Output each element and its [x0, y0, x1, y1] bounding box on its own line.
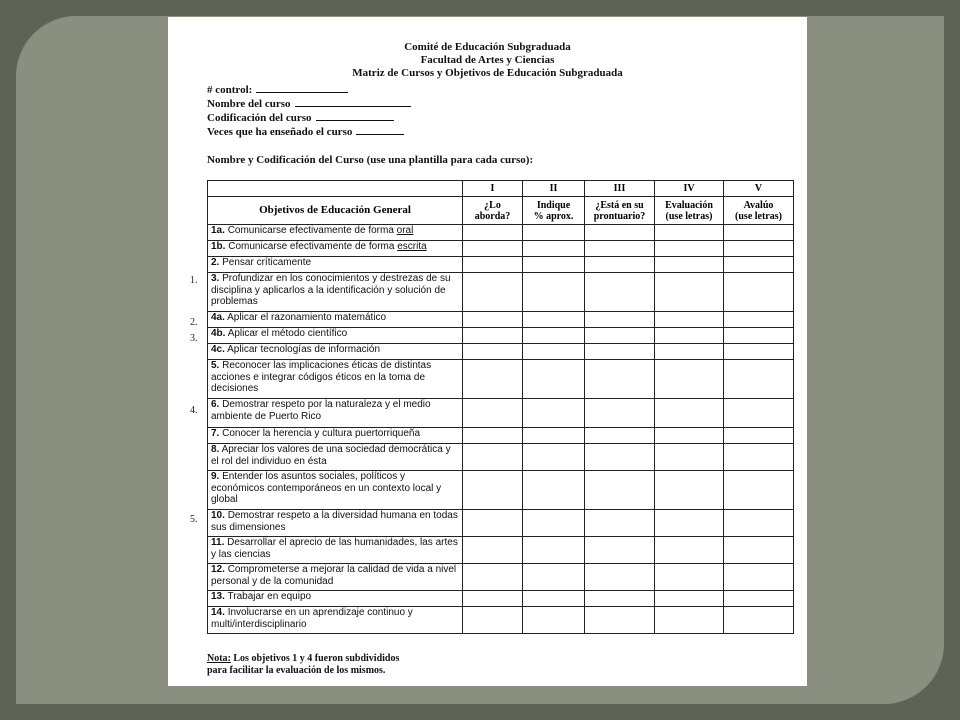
table-row [208, 241, 794, 257]
control-label: # control: [207, 84, 253, 96]
answer-cell[interactable] [724, 273, 794, 312]
answer-cell[interactable] [724, 537, 794, 564]
objective-text: Comprometerse a mejorar la calidad de vida a nivel personal y de la comunidad [211, 564, 457, 587]
answer-cell[interactable] [463, 312, 523, 328]
col-header-2-line2: % aprox. [533, 210, 574, 222]
objective-text: Comunicarse efectivamente de forma [227, 225, 397, 236]
answer-cell[interactable] [523, 564, 585, 591]
objective-text: Conocer la herencia y cultura puertorriqueña [222, 428, 421, 439]
objective-cell [208, 428, 463, 444]
answer-cell[interactable] [463, 607, 523, 634]
col-number-1: I [463, 181, 523, 197]
objective-number: 1a. [211, 225, 225, 236]
margin-number-5: 5. [190, 514, 198, 525]
answer-cell[interactable] [585, 471, 655, 510]
course-name-blank [295, 97, 411, 107]
control-field [207, 83, 348, 96]
objective-cell [208, 273, 463, 312]
answer-cell[interactable] [724, 564, 794, 591]
answer-cell[interactable] [655, 607, 724, 634]
objective-cell [208, 241, 463, 257]
answer-cell[interactable] [523, 360, 585, 399]
answer-cell[interactable] [585, 360, 655, 399]
answer-cell[interactable] [463, 328, 523, 344]
answer-cell[interactable] [585, 257, 655, 273]
answer-cell[interactable] [655, 564, 724, 591]
objective-cell [208, 360, 463, 399]
objective-cell [208, 591, 463, 607]
times-taught-label: Veces que ha enseñado el curso [207, 126, 353, 138]
table-row [208, 344, 794, 360]
objective-text: Demostrar respeto por la naturaleza y el medio ambiente de Puerto Rico [211, 399, 431, 422]
col-header-3-line1: ¿Está en su [595, 199, 644, 211]
objective-number: 6. [211, 399, 220, 410]
times-taught-blank [356, 125, 404, 135]
answer-cell[interactable] [724, 257, 794, 273]
objective-text: Profundizar en los conocimientos y destrezas de su disciplina y aplicarlos a la identificación y solución de problemas [211, 273, 451, 307]
answer-cell[interactable] [523, 312, 585, 328]
table-row [208, 273, 794, 312]
footnote-line2: para facilitar la evaluación de los mismos. [207, 665, 386, 676]
objective-number: 4c. [211, 344, 225, 355]
blank-header-cell [208, 181, 463, 197]
column-number-row [208, 181, 794, 197]
answer-cell[interactable] [655, 257, 724, 273]
table-row [208, 607, 794, 634]
col-header-4-line1: Evaluación [665, 199, 713, 211]
objective-text: Aplicar tecnologías de información [227, 344, 381, 355]
answer-cell[interactable] [523, 428, 585, 444]
answer-cell[interactable] [655, 591, 724, 607]
objective-text: Involucrarse en un aprendizaje continuo y multi/interdisciplinario [211, 607, 413, 630]
answer-cell[interactable] [463, 444, 523, 471]
answer-cell[interactable] [523, 225, 585, 241]
answer-cell[interactable] [655, 399, 724, 428]
objective-cell [208, 444, 463, 471]
footnote-label: Nota: [207, 653, 231, 664]
objective-number: 4a. [211, 312, 225, 323]
col-number-4: IV [655, 181, 724, 197]
table-row [208, 591, 794, 607]
table-row [208, 444, 794, 471]
objectives-header: Objetivos de Educación General [208, 197, 463, 225]
answer-cell[interactable] [523, 273, 585, 312]
margin-number-2: 2. [190, 317, 198, 328]
margin-number-3: 3. [190, 333, 198, 344]
answer-cell[interactable] [724, 312, 794, 328]
col-header-2-line1: Indique [536, 199, 571, 211]
objective-cell [208, 399, 463, 428]
answer-cell[interactable] [463, 344, 523, 360]
table-row [208, 312, 794, 328]
answer-cell[interactable] [585, 537, 655, 564]
course-name-label: Nombre del curso [207, 98, 291, 110]
objective-number: 5. [211, 360, 220, 371]
footnote [207, 653, 399, 677]
col-header-3 [585, 197, 655, 225]
objective-number: 1b. [211, 241, 226, 252]
objective-number: 7. [211, 428, 220, 439]
answer-cell[interactable] [655, 428, 724, 444]
answer-cell[interactable] [463, 471, 523, 510]
answer-cell[interactable] [463, 591, 523, 607]
col-header-1-line1: ¿Lo [484, 199, 501, 211]
answer-cell[interactable] [724, 428, 794, 444]
answer-cell[interactable] [523, 444, 585, 471]
margin-number-1: 1. [190, 275, 198, 286]
answer-cell[interactable] [585, 312, 655, 328]
answer-cell[interactable] [724, 591, 794, 607]
answer-cell[interactable] [463, 257, 523, 273]
objective-cell [208, 510, 463, 537]
answer-cell[interactable] [724, 344, 794, 360]
objective-text-underlined: oral [396, 225, 414, 236]
objective-cell [208, 312, 463, 328]
answer-cell[interactable] [585, 591, 655, 607]
column-header-row [208, 197, 794, 225]
col-header-4 [655, 197, 724, 225]
doc-title-line2: Facultad de Artes y Ciencias [420, 54, 555, 66]
answer-cell[interactable] [523, 257, 585, 273]
answer-cell[interactable] [523, 510, 585, 537]
answer-cell[interactable] [724, 510, 794, 537]
course-name-field [207, 97, 411, 110]
course-code-field [207, 111, 394, 124]
answer-cell[interactable] [724, 241, 794, 257]
answer-cell[interactable] [724, 607, 794, 634]
answer-cell[interactable] [655, 273, 724, 312]
objective-text: Entender los asuntos sociales, políticos y económicos contemporáneos en un contexto local y global [211, 471, 442, 505]
table-row [208, 360, 794, 399]
answer-cell[interactable] [463, 428, 523, 444]
table-row [208, 428, 794, 444]
answer-cell[interactable] [585, 328, 655, 344]
answer-cell[interactable] [463, 241, 523, 257]
objective-text: Pensar críticamente [222, 257, 312, 268]
col-header-5-line1: Avalúo [743, 199, 774, 211]
answer-cell[interactable] [655, 537, 724, 564]
instruction-text: Nombre y Codificación del Curso (use una plantilla para cada curso): [207, 154, 534, 166]
objective-number: 12. [211, 564, 225, 575]
objective-text: Comunicarse efectivamente de forma [228, 241, 398, 252]
objective-cell [208, 328, 463, 344]
objective-text: Reconocer las implicaciones éticas de distintas acciones e integrar códigos éticos en la toma de decisiones [211, 360, 432, 394]
answer-cell[interactable] [463, 537, 523, 564]
objective-number: 10. [211, 510, 225, 521]
answer-cell[interactable] [724, 399, 794, 428]
table-row [208, 471, 794, 510]
control-blank [256, 83, 348, 93]
answer-cell[interactable] [655, 471, 724, 510]
answer-cell[interactable] [724, 225, 794, 241]
table-row [208, 399, 794, 428]
objective-text: Demostrar respeto a la diversidad humana en todas sus dimensiones [211, 510, 458, 533]
answer-cell[interactable] [523, 607, 585, 634]
objective-cell [208, 537, 463, 564]
objective-cell [208, 225, 463, 241]
answer-cell[interactable] [655, 241, 724, 257]
course-code-blank [316, 111, 394, 121]
answer-cell[interactable] [585, 564, 655, 591]
objective-text: Desarrollar el aprecio de las humanidades, las artes y las ciencias [211, 537, 458, 560]
objective-cell [208, 344, 463, 360]
objective-number: 3. [211, 273, 220, 284]
objective-number: 11. [211, 537, 225, 548]
objectives-body [208, 225, 794, 634]
col-header-5 [724, 197, 794, 225]
answer-cell[interactable] [523, 471, 585, 510]
objective-number: 9. [211, 471, 220, 482]
answer-cell[interactable] [585, 510, 655, 537]
col-number-5: V [724, 181, 794, 197]
objective-cell [208, 607, 463, 634]
answer-cell[interactable] [655, 225, 724, 241]
objective-text: Aplicar el razonamiento matemático [227, 312, 387, 323]
answer-cell[interactable] [585, 344, 655, 360]
objective-number: 14. [211, 607, 225, 618]
answer-cell[interactable] [585, 225, 655, 241]
margin-number-4: 4. [190, 405, 198, 416]
answer-cell[interactable] [585, 273, 655, 312]
objective-text: Apreciar los valores de una sociedad democrática y el rol del individuo en ésta [211, 444, 451, 467]
col-header-3-line2: prontuario? [593, 210, 646, 222]
table-row [208, 564, 794, 591]
answer-cell[interactable] [523, 344, 585, 360]
answer-cell[interactable] [585, 444, 655, 471]
objective-number: 8. [211, 444, 220, 455]
objective-cell [208, 471, 463, 510]
objective-text: Aplicar el método científico [227, 328, 348, 339]
answer-cell[interactable] [463, 564, 523, 591]
col-number-2: II [523, 181, 585, 197]
table-row [208, 537, 794, 564]
objective-number: 13. [211, 591, 225, 602]
answer-cell[interactable] [655, 510, 724, 537]
doc-title-line3: Matriz de Cursos y Objetivos de Educación Subgraduada [352, 67, 623, 79]
col-header-2 [523, 197, 585, 225]
answer-cell[interactable] [585, 241, 655, 257]
table-row [208, 225, 794, 241]
col-header-1 [463, 197, 523, 225]
col-header-4-line2: (use letras) [665, 210, 713, 222]
answer-cell[interactable] [463, 399, 523, 428]
answer-cell[interactable] [585, 607, 655, 634]
objective-text-underlined: escrita [397, 241, 427, 252]
footnote-line1: Los objetivos 1 y 4 fueron subdivididos [230, 653, 400, 664]
table-row [208, 257, 794, 273]
col-number-3: III [585, 181, 655, 197]
objective-number: 2. [211, 257, 220, 268]
answer-cell[interactable] [463, 225, 523, 241]
answer-cell[interactable] [724, 328, 794, 344]
answer-cell[interactable] [724, 444, 794, 471]
table-row [208, 328, 794, 344]
col-header-5-line2: (use letras) [735, 210, 782, 222]
answer-cell[interactable] [463, 273, 523, 312]
answer-cell[interactable] [523, 399, 585, 428]
objective-cell [208, 564, 463, 591]
times-taught-field [207, 125, 404, 138]
answer-cell[interactable] [585, 428, 655, 444]
answer-cell[interactable] [724, 471, 794, 510]
answer-cell[interactable] [655, 444, 724, 471]
answer-cell[interactable] [655, 312, 724, 328]
answer-cell[interactable] [523, 241, 585, 257]
objectives-matrix [207, 180, 794, 634]
answer-cell[interactable] [655, 344, 724, 360]
answer-cell[interactable] [463, 360, 523, 399]
col-header-1-line2: aborda? [474, 210, 511, 222]
answer-cell[interactable] [523, 328, 585, 344]
table-row [208, 510, 794, 537]
objective-cell [208, 257, 463, 273]
objective-number: 4b. [211, 328, 226, 339]
objective-text: Trabajar en equipo [227, 591, 312, 602]
answer-cell[interactable] [585, 399, 655, 428]
answer-cell[interactable] [463, 510, 523, 537]
answer-cell[interactable] [724, 360, 794, 399]
course-code-label: Codificación del curso [207, 112, 312, 124]
answer-cell[interactable] [523, 537, 585, 564]
doc-title-line1: Comité de Educación Subgraduada [404, 41, 571, 53]
document-page [168, 17, 807, 686]
answer-cell[interactable] [523, 591, 585, 607]
answer-cell[interactable] [655, 360, 724, 399]
answer-cell[interactable] [655, 328, 724, 344]
